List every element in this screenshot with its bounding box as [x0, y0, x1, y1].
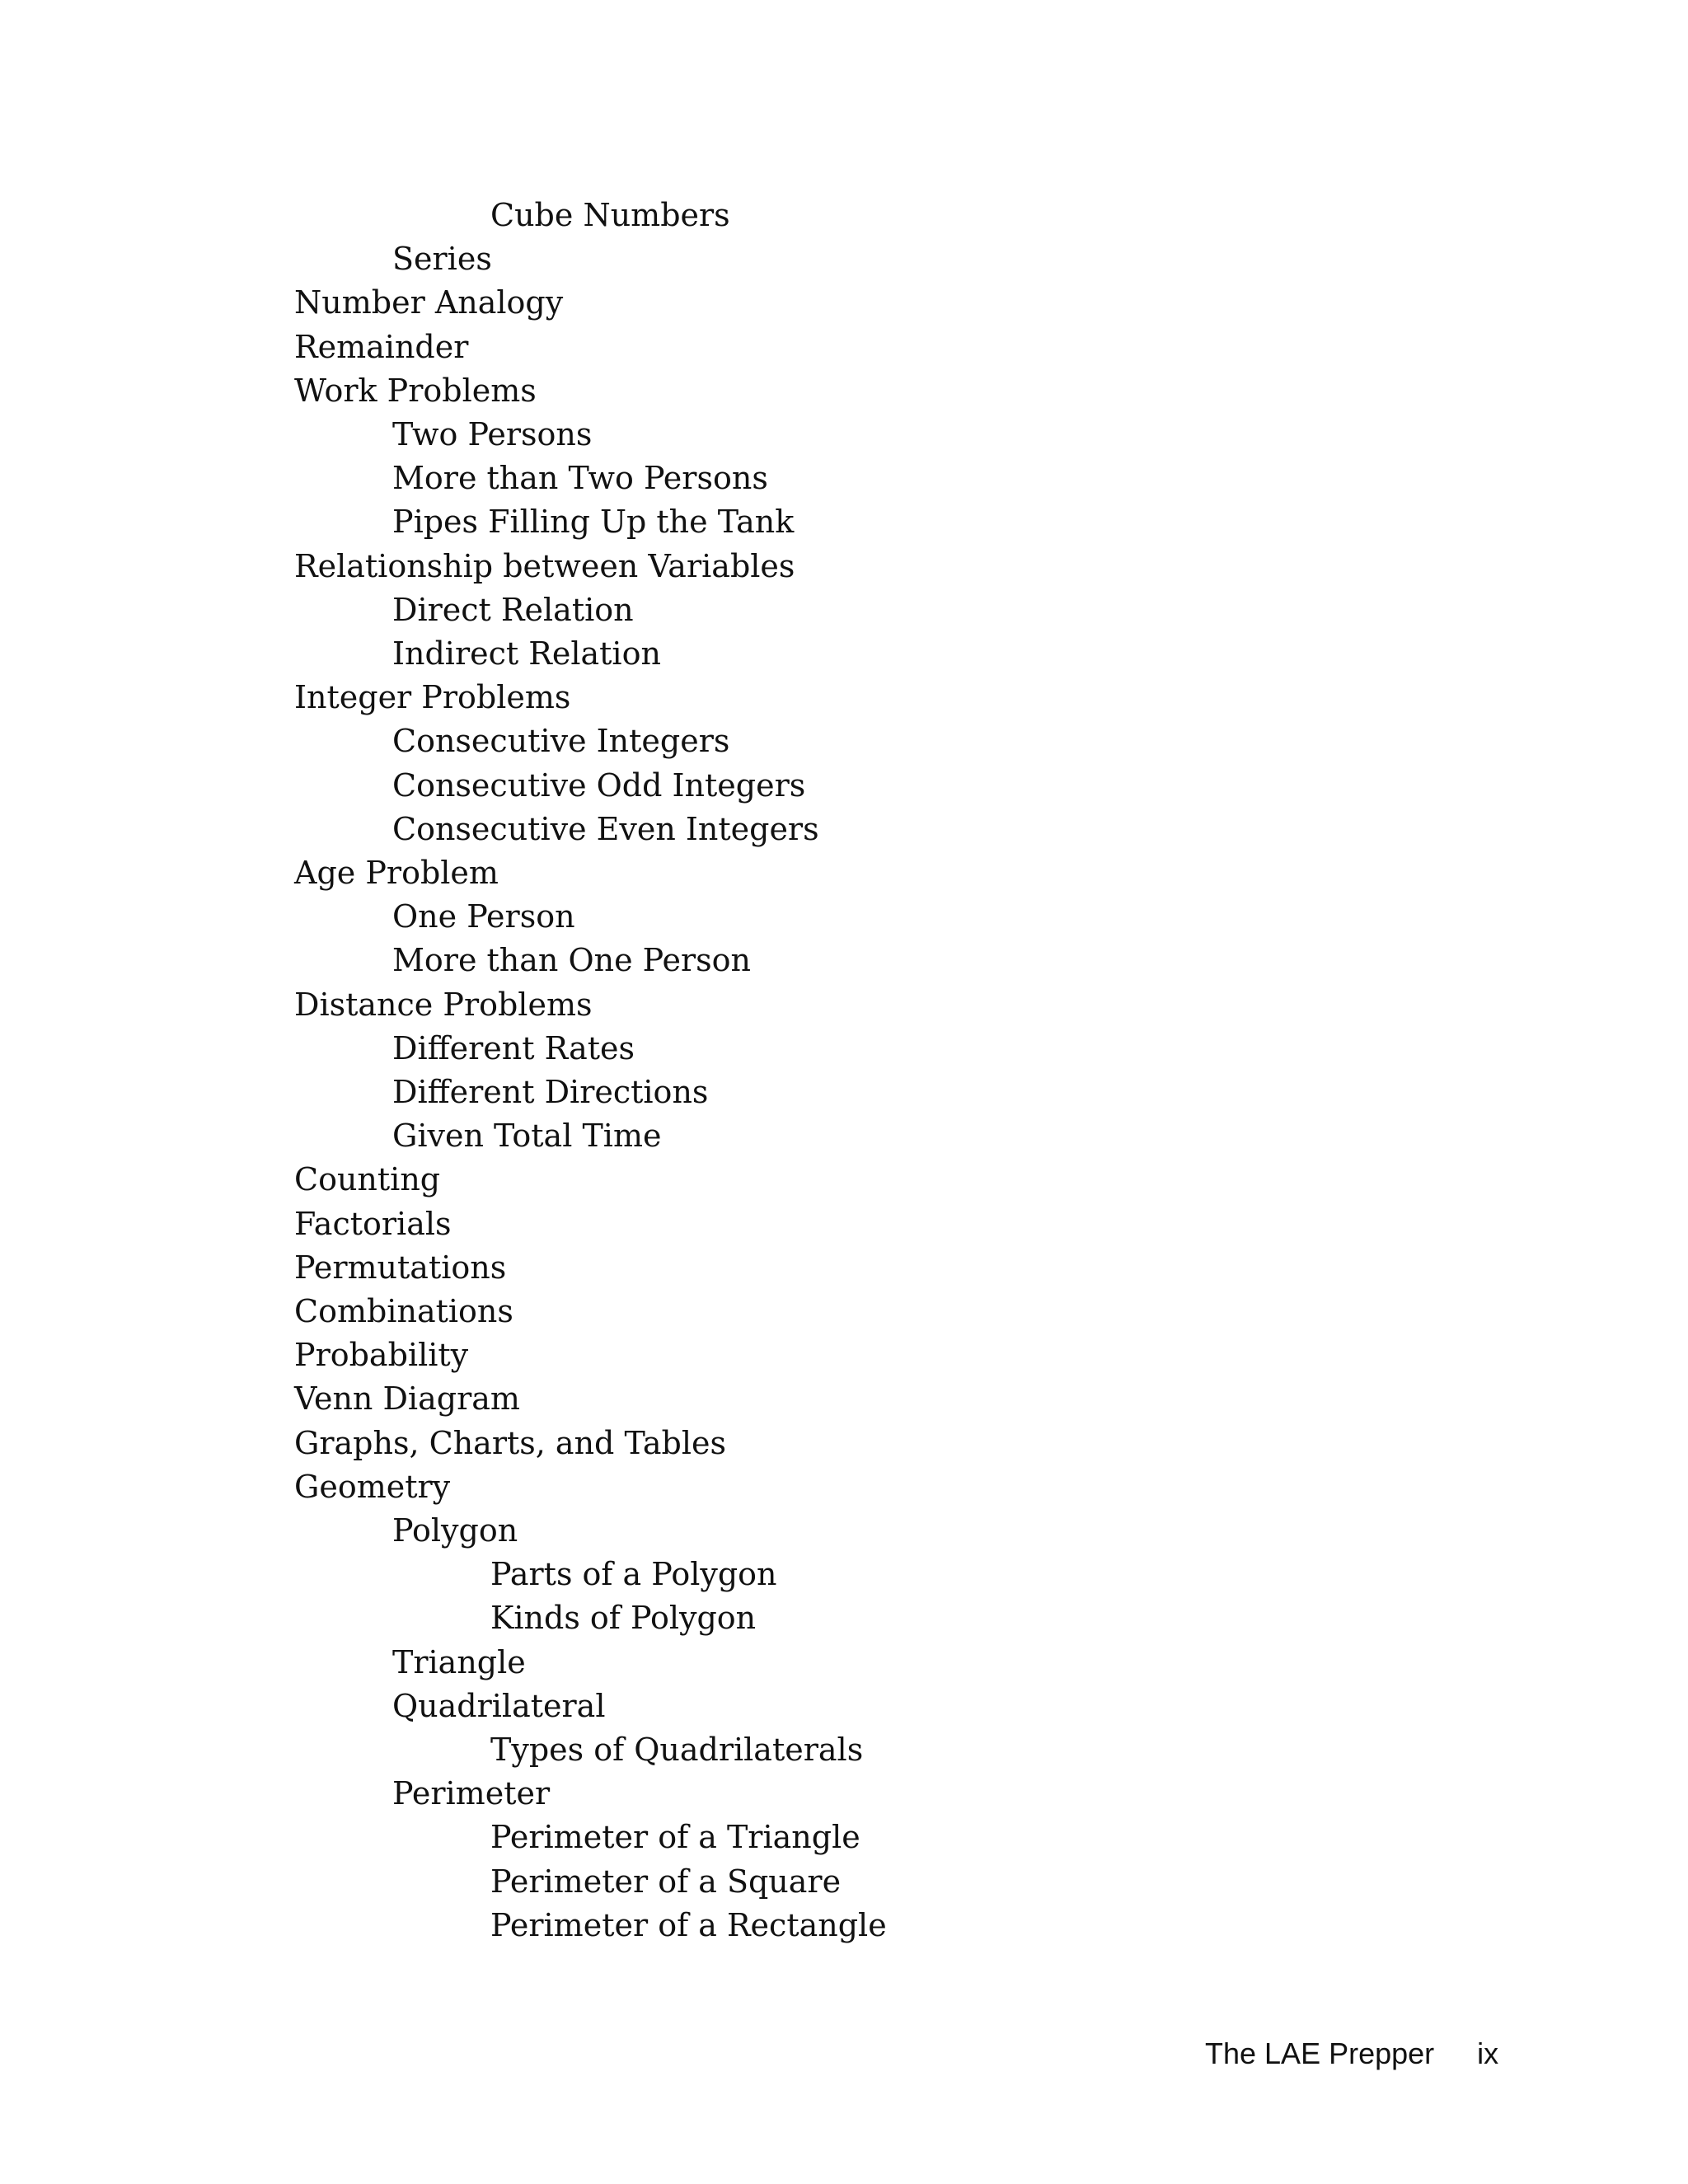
toc-entry: Consecutive Integers: [392, 723, 730, 759]
toc-entry: Factorials: [294, 1206, 452, 1242]
toc-entry: One Person: [392, 898, 575, 935]
toc-entry: Work Problems: [294, 373, 537, 409]
toc-entry: Geometry: [294, 1469, 451, 1505]
toc-entry: Remainder: [294, 329, 469, 365]
toc-entry: Integer Problems: [294, 679, 571, 715]
book-title: The LAE Prepper: [1205, 2036, 1435, 2070]
toc-entry: Consecutive Even Integers: [392, 811, 819, 847]
toc-entry: Perimeter: [392, 1775, 551, 1811]
toc-entry: Cube Numbers: [490, 197, 730, 233]
toc-entry: More than One Person: [392, 942, 752, 978]
toc-entry: Venn Diagram: [294, 1380, 520, 1417]
toc-entry: Perimeter of a Rectangle: [490, 1907, 887, 1943]
toc-entry: Given Total Time: [392, 1118, 662, 1154]
page-footer: [1205, 2036, 1499, 2070]
toc-entry: Permutations: [294, 1249, 507, 1286]
toc-entry: Triangle: [392, 1644, 526, 1680]
toc-entry: Distance Problems: [294, 987, 593, 1023]
toc-entry: Consecutive Odd Integers: [392, 767, 806, 804]
toc-entry: Number Analogy: [294, 284, 564, 321]
toc-entry: Different Rates: [392, 1030, 635, 1066]
toc-entry: Different Directions: [392, 1074, 709, 1110]
toc-entry: Graphs, Charts, and Tables: [294, 1425, 726, 1461]
toc-entry: Types of Quadrilaterals: [490, 1732, 864, 1768]
toc-entry: Perimeter of a Square: [490, 1863, 842, 1900]
toc-entry: Probability: [294, 1337, 469, 1373]
toc-entry: Polygon: [392, 1512, 518, 1549]
toc-entry: Parts of a Polygon: [490, 1556, 777, 1592]
toc-entry: Direct Relation: [392, 592, 634, 628]
page-number: ix: [1477, 2036, 1499, 2070]
toc-entry: Pipes Filling Up the Tank: [392, 504, 795, 540]
toc-entry: Indirect Relation: [392, 635, 661, 672]
toc-entry: Counting: [294, 1161, 441, 1197]
toc-entry: More than Two Persons: [392, 460, 768, 496]
toc-entry: Relationship between Variables: [294, 548, 795, 584]
toc-entry: Two Persons: [392, 416, 593, 452]
toc-entry: Perimeter of a Triangle: [490, 1819, 860, 1855]
toc-entry: Series: [392, 241, 492, 277]
toc-entry: Kinds of Polygon: [490, 1600, 757, 1636]
toc-entry: Quadrilateral: [392, 1688, 606, 1724]
toc-entry: Age Problem: [294, 855, 499, 891]
toc-entry: Combinations: [294, 1293, 513, 1329]
